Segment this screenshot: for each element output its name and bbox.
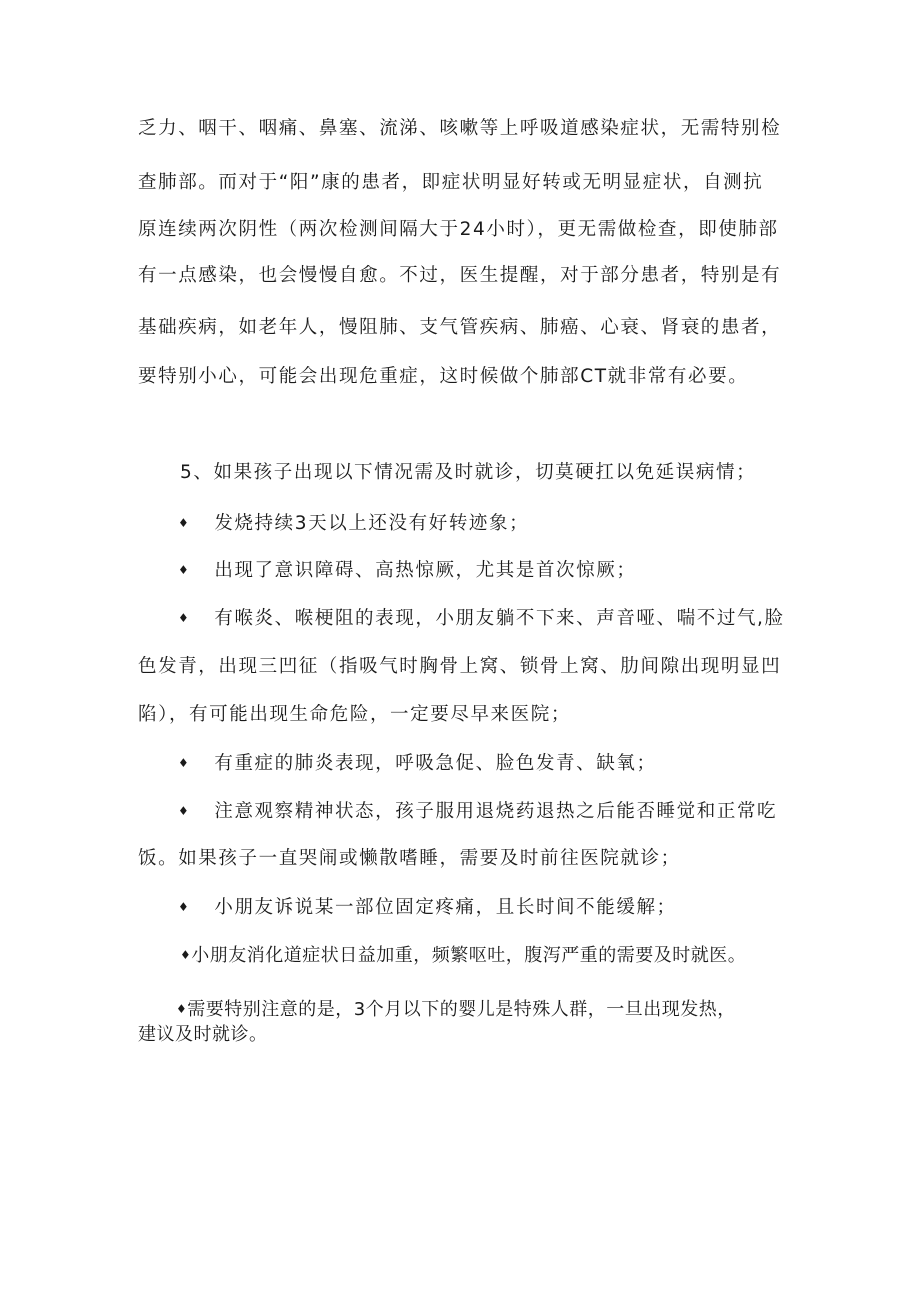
paragraph-line: 基础疾病，如老年人，慢阻肺、支气管疾病、肺癌、心衰、肾衰的患者，	[138, 317, 782, 338]
section-heading: 5、如果孩子出现以下情况需及时就诊，切莫硬扛以免延误病情；	[180, 462, 757, 483]
bullet-item	[178, 895, 677, 920]
diamond-bullet-icon: ♦	[178, 516, 191, 530]
paragraph-line: 乏力、咽干、咽痛、鼻塞、流涕、咳嗽等上呼吸道感染症状，无需特别检	[138, 118, 782, 139]
paragraph-line: 原连续两次阴性（两次检测间隔大于24小时），更无需做检查，即使肺部	[138, 219, 779, 240]
bullet-text: 有喉炎、喉梗阻的表现，小朋友躺不下来、声音哑、喘不过气,脸	[214, 608, 785, 629]
diamond-bullet-icon: ♦	[178, 563, 191, 577]
diamond-bullet-icon: ♦	[178, 900, 191, 914]
bullet-item	[180, 943, 746, 968]
bullet-item	[178, 751, 657, 776]
bullet-text: 小朋友消化道症状日益加重，频繁呕吐，腹泻严重的需要及时就医。	[191, 945, 747, 966]
diamond-bullet-icon: ♦	[178, 611, 191, 625]
diamond-bullet-icon: ♦	[178, 756, 191, 770]
note-line	[176, 997, 736, 1022]
bullet-item	[178, 511, 529, 536]
bullet-continuation: 色发青，出现三凹征（指吸气时胸骨上窝、锁骨上窝、肋间隙出现明显凹	[138, 656, 782, 677]
bullet-text: 有重症的肺炎表现，呼吸急促、脸色发青、缺氧；	[214, 753, 657, 774]
bullet-item	[178, 558, 636, 583]
diamond-bullet-icon: ♦	[176, 1002, 188, 1016]
bullet-item	[178, 799, 777, 824]
diamond-bullet-icon: ♦	[178, 804, 191, 818]
note-text: 需要特别注意的是，3个月以下的婴儿是特殊人群，一旦出现发热，	[187, 999, 736, 1020]
paragraph-line: 要特别小心，可能会出现危重症，这时候做个肺部CT就非常有必要。	[138, 366, 749, 387]
bullet-text: 发烧持续3天以上还没有好转迹象；	[214, 513, 530, 534]
bullet-continuation: 陷），有可能出现生命危险，一定要尽早来医院；	[138, 704, 571, 725]
bullet-item	[178, 606, 785, 631]
bullet-text: 小朋友诉说某一部位固定疼痛，且长时间不能缓解；	[214, 897, 677, 918]
diamond-bullet-icon: ♦	[180, 948, 192, 962]
bullet-text: 注意观察精神状态，孩子服用退烧药退热之后能否睡觉和正常吃	[214, 801, 778, 822]
paragraph-line: 有一点感染，也会慢慢自愈。不过，医生提醒，对于部分患者，特别是有	[138, 265, 782, 286]
note-continuation: 建议及时就诊。	[138, 1024, 268, 1045]
paragraph-line: 查肺部。而对于“阳”康的患者，即症状明显好转或无明显症状，自测抗	[138, 172, 764, 193]
bullet-continuation: 饭。如果孩子一直哭闹或懒散嗜睡，需要及时前往医院就诊；	[138, 848, 681, 869]
bullet-text: 出现了意识障碍、高热惊厥，尤其是首次惊厥；	[214, 560, 637, 581]
